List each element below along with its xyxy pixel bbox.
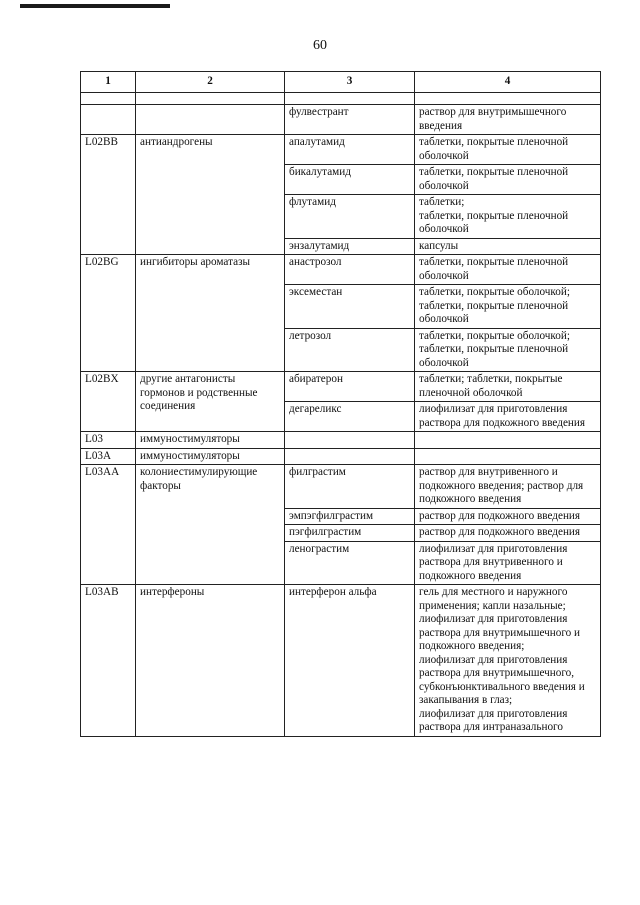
group-name-cell: интерфероны [136, 585, 285, 737]
dosage-form-line: лиофилизат для приготовления раствора для внутривенного и подкожного введения [419, 542, 568, 582]
dosage-form-cell [415, 508, 601, 525]
column-header: 1 [81, 72, 136, 93]
column-header: 2 [136, 72, 285, 93]
dosage-form-cell [415, 465, 601, 509]
atc-code-cell: L03AA [81, 465, 136, 585]
dosage-form-line: таблетки, покрытые оболочкой; [419, 329, 570, 342]
dosage-form-line: таблетки, покрытые оболочкой; [419, 286, 570, 298]
substance-cell: анастрозол [285, 255, 415, 285]
spacer-cell [136, 93, 285, 105]
dosage-form-line: раствор для внутримышечного введения [419, 106, 567, 132]
substance-cell: эксеместан [285, 285, 415, 329]
table-row [81, 465, 601, 509]
dosage-form-cell [415, 448, 601, 465]
table-row [81, 585, 601, 737]
dosage-form-line: таблетки, покрытые пленочной оболочкой [419, 299, 569, 325]
dosage-form-line: гель для местного и наружного применения; капли назальные; [419, 586, 568, 612]
dosage-form-cell [415, 285, 601, 329]
substance-cell: бикалутамид [285, 165, 415, 195]
substance-cell: филграстим [285, 465, 415, 509]
group-name-cell: ингибиторы ароматазы [136, 255, 285, 372]
group-name-cell: колониестимулирующие факторы [136, 465, 285, 585]
dosage-form-line: лиофилизат для приготовления раствора для внутримышечного и подкожного введения; [419, 613, 581, 652]
spacer-cell [285, 93, 415, 105]
dosage-form-line: лиофилизат для приготовления раствора для интраназального [419, 707, 568, 733]
atc-code-cell: L03AB [81, 585, 136, 737]
table-row [81, 432, 601, 449]
page-number: 60 [313, 38, 327, 53]
substance-cell: абиратерон [285, 372, 415, 402]
substance-cell: ленограстим [285, 541, 415, 585]
group-name-cell: иммуностимуляторы [136, 432, 285, 449]
dosage-form-line: таблетки, покрытые пленочной оболочкой [419, 166, 569, 192]
dosage-form-cell [415, 541, 601, 585]
dosage-form-cell [415, 585, 601, 737]
substance-cell: флутамид [285, 195, 415, 239]
substance-cell: энзалутамид [285, 238, 415, 255]
dosage-form-line: таблетки, покрытые пленочной оболочкой [419, 209, 569, 235]
spacer-cell [81, 93, 136, 105]
substance-cell: летрозол [285, 328, 415, 372]
table-row [81, 255, 601, 285]
table-row [81, 135, 601, 165]
dosage-form-cell [415, 328, 601, 372]
header-row [81, 72, 601, 93]
table-body [81, 93, 601, 737]
dosage-form-line: таблетки; [419, 196, 465, 208]
atc-code-cell [81, 105, 136, 135]
substance-cell: интерферон альфа [285, 585, 415, 737]
spacer-cell [415, 93, 601, 105]
dosage-form-line: таблетки, покрытые пленочной оболочкой [419, 343, 569, 369]
dosage-form-line: раствор для подкожного введения [419, 509, 581, 522]
dosage-form-line: лиофилизат для приготовления раствора для подкожного введения [419, 403, 586, 429]
substance-cell: пэгфилграстим [285, 525, 415, 542]
dosage-form-cell [415, 255, 601, 285]
substance-cell [285, 432, 415, 449]
substance-cell [285, 448, 415, 465]
dosage-form-cell [415, 135, 601, 165]
dosage-form-line: таблетки, покрытые пленочной оболочкой [419, 256, 569, 282]
dosage-form-line: капсулы [419, 239, 459, 252]
dosage-form-line: раствор для внутривенного и подкожного введения; раствор для подкожного введения [419, 466, 584, 505]
dosage-form-cell [415, 165, 601, 195]
dosage-form-cell [415, 525, 601, 542]
substance-cell: дегареликс [285, 402, 415, 432]
substance-cell: фулвестрант [285, 105, 415, 135]
substance-cell: эмпэгфилграстим [285, 508, 415, 525]
dosage-form-cell [415, 105, 601, 135]
dosage-form-line: лиофилизат для приготовления раствора для внутримышечного, субконъюнктивального введения и закапывания в глаз; [419, 653, 585, 706]
table-row [81, 105, 601, 135]
group-name-cell: другие антагонисты гормонов и родственные соединения [136, 372, 285, 432]
group-name-cell [136, 105, 285, 135]
atc-code-cell: L02BX [81, 372, 136, 432]
table-row [81, 448, 601, 465]
atc-code-cell: L03 [81, 432, 136, 449]
group-name-cell: антиандрогены [136, 135, 285, 255]
atc-code-cell: L02BG [81, 255, 136, 372]
column-header: 3 [285, 72, 415, 93]
group-name-cell: иммуностимуляторы [136, 448, 285, 465]
dosage-form-line: раствор для подкожного введения [419, 526, 581, 538]
atc-code-cell: L02BB [81, 135, 136, 255]
top-rule [20, 4, 170, 8]
table-row [81, 372, 601, 402]
spacer-row [81, 93, 601, 105]
dosage-form-cell [415, 432, 601, 449]
dosage-form-line: таблетки, покрытые пленочной оболочкой [419, 136, 569, 162]
dosage-form-cell [415, 238, 601, 255]
dosage-form-cell [415, 372, 601, 402]
column-header: 4 [415, 72, 601, 93]
atc-code-cell: L03A [81, 448, 136, 465]
drug-table [80, 71, 601, 737]
dosage-form-cell [415, 402, 601, 432]
substance-cell: апалутамид [285, 135, 415, 165]
dosage-form-cell [415, 195, 601, 239]
dosage-form-line: таблетки; таблетки, покрытые пленочной оболочкой [419, 373, 563, 399]
